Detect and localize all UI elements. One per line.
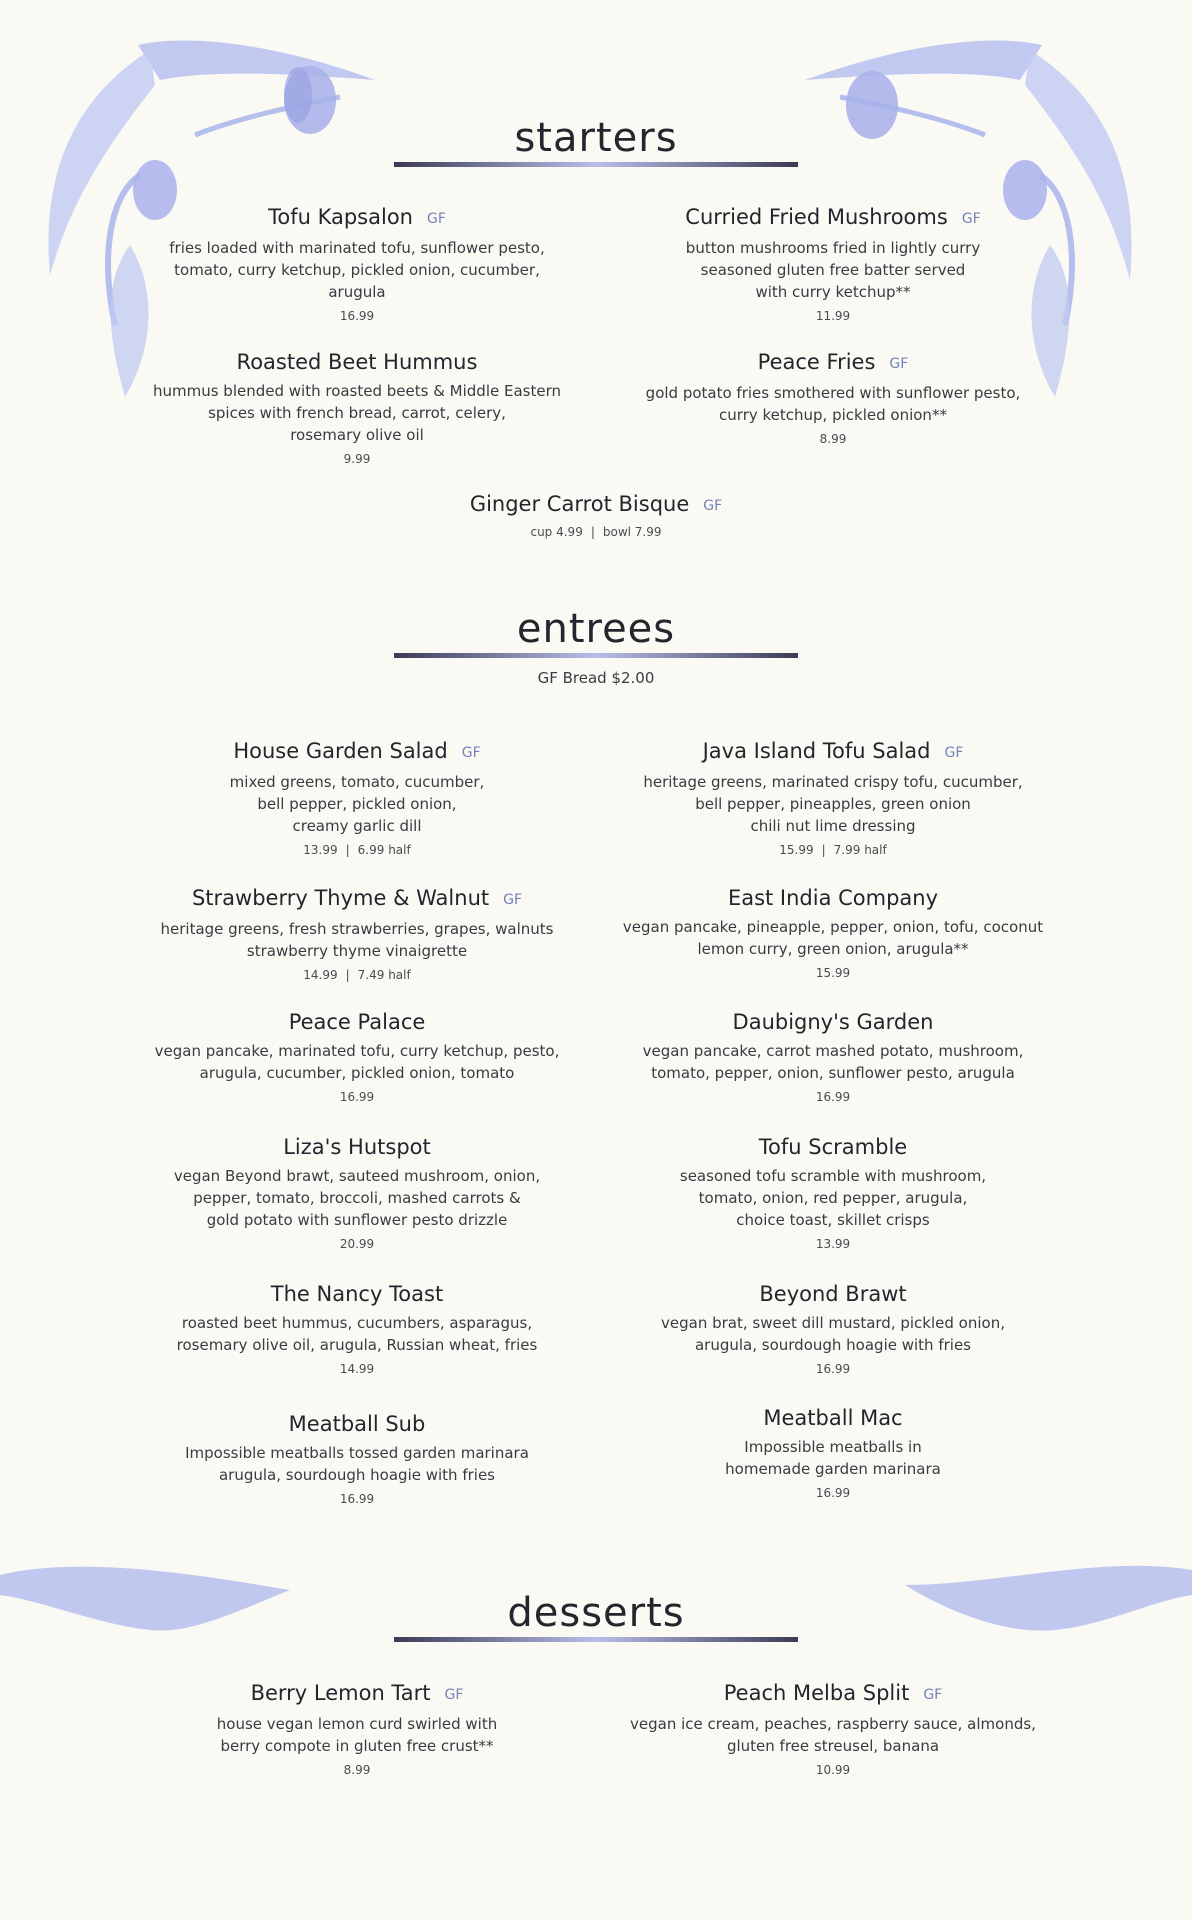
gf-badge: GF xyxy=(444,1687,464,1703)
menu-item xyxy=(613,349,1053,446)
item-name: House Garden Salad xyxy=(233,739,448,763)
item-description: hummus blended with roasted beets & Middle Eastern spices with french bread, carrot, celery, rosemary olive oil xyxy=(152,382,562,444)
item-description: seasoned tofu scramble with mushroom, tomato, onion, red pepper, arugula, choice toast, skillet crisps xyxy=(679,1167,987,1229)
item-description: fries loaded with marinated tofu, sunflower pesto, tomato, curry ketchup, pickled onion, cucumber, arugula xyxy=(169,239,545,301)
item-name: Peach Melba Split xyxy=(723,1681,910,1705)
item-price: 10.99 xyxy=(815,1763,851,1777)
item-description: vegan brat, sweet dill mustard, pickled onion, arugula, sourdough hoagie with fries xyxy=(661,1314,1005,1354)
item-name: Daubigny's Garden xyxy=(732,1010,934,1034)
item-description: vegan pancake, pineapple, pepper, onion, tofu, coconut lemon curry, green onion, arugula** xyxy=(622,918,1044,958)
item-name: Tofu Kapsalon xyxy=(268,205,413,229)
item-name: Strawberry Thyme & Walnut xyxy=(191,886,490,910)
menu-item xyxy=(137,1411,577,1506)
item-price: 8.99 xyxy=(819,432,847,446)
item-name: Peace Palace xyxy=(288,1010,426,1034)
menu-item xyxy=(376,491,816,539)
section-divider xyxy=(394,1637,798,1642)
item-price: 16.99 xyxy=(815,1486,851,1500)
item-description: vegan pancake, carrot mashed potato, mushroom, tomato, pepper, onion, sunflower pesto, arugula xyxy=(642,1042,1024,1082)
item-price: 15.99 | 7.99 half xyxy=(779,843,887,857)
menu-item xyxy=(613,1405,1053,1500)
gf-badge: GF xyxy=(703,498,723,514)
item-description: vegan ice cream, peaches, raspberry sauce, almonds, gluten free streusel, banana xyxy=(630,1715,1036,1755)
item-name: Tofu Scramble xyxy=(758,1135,908,1159)
item-price: 13.99 | 6.99 half xyxy=(303,843,411,857)
gf-badge: GF xyxy=(426,211,446,227)
menu-item xyxy=(137,1281,577,1376)
item-name: Liza's Hutspot xyxy=(283,1135,431,1159)
item-price: 16.99 xyxy=(339,1492,375,1506)
item-name: Roasted Beet Hummus xyxy=(236,350,478,374)
item-description: button mushrooms fried in lightly curry seasoned gluten free batter served with curry ketchup** xyxy=(685,239,981,301)
gf-badge: GF xyxy=(503,892,523,908)
item-price: 16.99 xyxy=(815,1090,851,1104)
item-name: Meatball Mac xyxy=(763,1406,903,1430)
item-price: 16.99 xyxy=(339,309,375,323)
item-name: Meatball Sub xyxy=(288,1412,426,1436)
menu-item xyxy=(137,738,577,857)
gf-badge: GF xyxy=(461,745,481,761)
section-divider xyxy=(394,162,798,167)
menu-item xyxy=(137,885,577,982)
item-description: heritage greens, marinated crispy tofu, cucumber, bell pepper, pineapples, green onion chili nut lime dressing xyxy=(643,773,1023,835)
item-description: vegan pancake, marinated tofu, curry ketchup, pesto, arugula, cucumber, pickled onion, tomato xyxy=(154,1042,560,1082)
item-price: 16.99 xyxy=(815,1362,851,1376)
item-description: vegan Beyond brawt, sauteed mushroom, onion, pepper, tomato, broccoli, mashed carrots & gold potato with sunflower pesto drizzle xyxy=(173,1167,541,1229)
item-price: 14.99 xyxy=(339,1362,375,1376)
item-description: gold potato fries smothered with sunflower pesto, curry ketchup, pickled onion** xyxy=(645,384,1021,424)
menu-item xyxy=(137,349,577,466)
item-price: 15.99 xyxy=(815,966,851,980)
item-name: The Nancy Toast xyxy=(270,1282,444,1306)
menu-item xyxy=(613,1680,1053,1777)
menu-item xyxy=(613,1134,1053,1251)
item-name: Peace Fries xyxy=(757,350,876,374)
gf-badge: GF xyxy=(889,356,909,372)
item-name: East India Company xyxy=(727,886,939,910)
item-price: 14.99 | 7.49 half xyxy=(303,968,411,982)
item-description: roasted beet hummus, cucumbers, asparagus, rosemary olive oil, arugula, Russian wheat, fries xyxy=(176,1314,538,1354)
item-description: house vegan lemon curd swirled with berry compote in gluten free crust** xyxy=(216,1715,498,1755)
gf-badge: GF xyxy=(923,1687,943,1703)
item-description: Impossible meatballs in homemade garden marinara xyxy=(725,1438,941,1478)
item-price: 16.99 xyxy=(339,1090,375,1104)
menu-item xyxy=(137,204,577,323)
item-price: 8.99 xyxy=(343,1763,371,1777)
menu-item xyxy=(613,885,1053,980)
menu-item xyxy=(137,1134,577,1251)
section-title-desserts: desserts xyxy=(507,1590,685,1636)
item-price: 20.99 xyxy=(339,1237,375,1251)
menu-item xyxy=(137,1009,577,1104)
gf-badge: GF xyxy=(944,745,964,761)
gf-bread-note: GF Bread $2.00 xyxy=(537,669,655,687)
menu-item xyxy=(613,1281,1053,1376)
item-name: Ginger Carrot Bisque xyxy=(469,492,690,516)
section-title-entrees: entrees xyxy=(516,606,676,652)
menu-item xyxy=(613,738,1053,857)
menu-item xyxy=(613,204,1053,323)
section-divider xyxy=(394,653,798,658)
section-title-starters: starters xyxy=(514,115,678,161)
item-price: 9.99 xyxy=(343,452,371,466)
item-name: Beyond Brawt xyxy=(759,1282,907,1306)
item-name: Curried Fried Mushrooms xyxy=(685,205,948,229)
item-name: Berry Lemon Tart xyxy=(250,1681,431,1705)
item-description: mixed greens, tomato, cucumber, bell pepper, pickled onion, creamy garlic dill xyxy=(229,773,485,835)
item-price: 13.99 xyxy=(815,1237,851,1251)
item-description: heritage greens, fresh strawberries, grapes, walnuts strawberry thyme vinaigrette xyxy=(160,920,554,960)
item-price: 11.99 xyxy=(815,309,851,323)
item-price: cup 4.99 | bowl 7.99 xyxy=(530,525,662,539)
menu-item xyxy=(613,1009,1053,1104)
item-name: Java Island Tofu Salad xyxy=(702,739,931,763)
item-description: Impossible meatballs tossed garden marinara arugula, sourdough hoagie with fries xyxy=(185,1444,529,1484)
menu-item xyxy=(137,1680,577,1777)
gf-badge: GF xyxy=(961,211,981,227)
